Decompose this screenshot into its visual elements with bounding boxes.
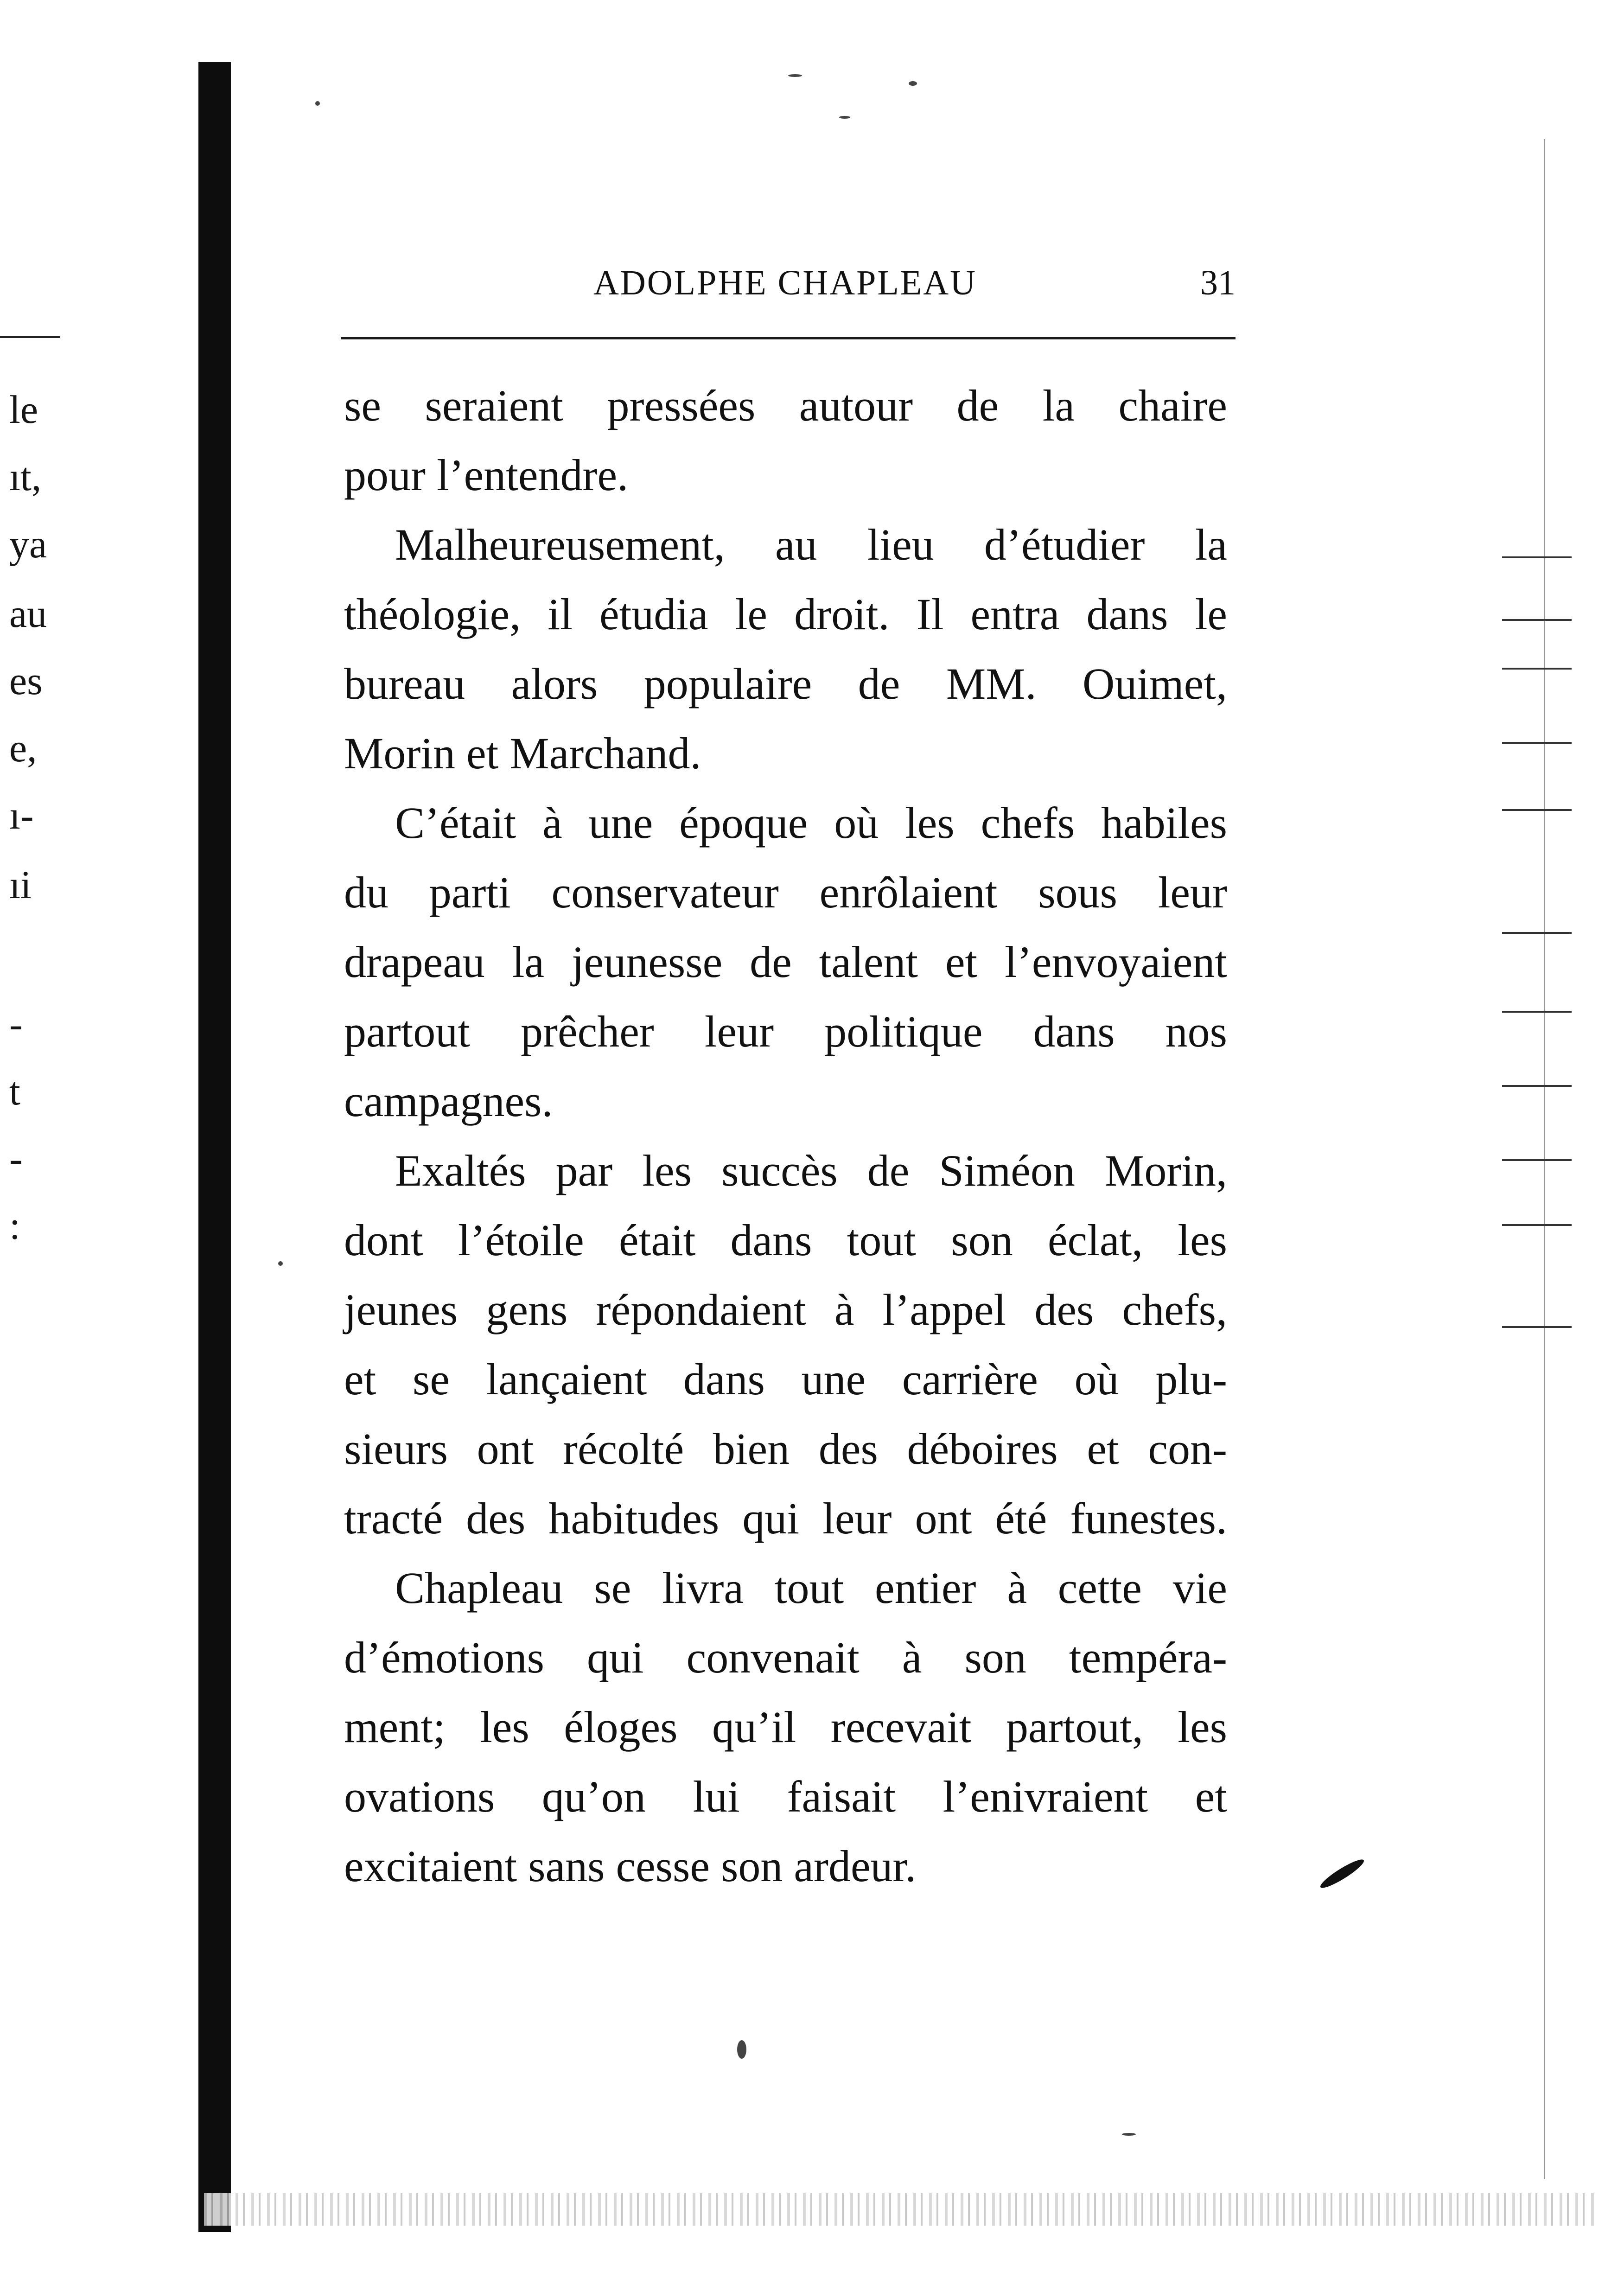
- text-line: bureau alors populaire de MM. Ouimet,: [344, 659, 1227, 708]
- text-line: drapeau la jeunesse de talent et l’envoyaient: [344, 937, 1227, 987]
- text-line: Malheureusement, au lieu d’étudier la: [395, 520, 1227, 569]
- scan-noise: [204, 2193, 1595, 2226]
- margin-mark: [1502, 619, 1572, 621]
- margin-mark: [1502, 742, 1572, 744]
- facing-page-fragment: -: [9, 1002, 23, 1046]
- margin-mark: [1502, 668, 1572, 670]
- facing-page-fragment: au: [9, 591, 47, 636]
- facing-page-fragment: ıt,: [9, 454, 42, 499]
- speck: [737, 2040, 746, 2059]
- facing-page-fragment: e,: [9, 726, 37, 770]
- text-line: partout prêcher leur politique dans nos: [344, 1007, 1227, 1056]
- margin-mark: [1502, 1224, 1572, 1226]
- header-rule: [341, 337, 1236, 339]
- text-line: excitaient sans cesse son ardeur.: [344, 1841, 917, 1891]
- facing-page-fragment: es: [9, 658, 43, 703]
- text-line: théologie, il étudia le droit. Il entra dans le: [344, 589, 1227, 639]
- facing-page-fragment: ı-: [9, 793, 34, 837]
- text-line: du parti conservateur enrôlaient sous leur: [344, 868, 1227, 917]
- speck: [909, 81, 917, 86]
- margin-mark: [1502, 556, 1572, 558]
- speck: [278, 1261, 283, 1266]
- text-line: ment; les éloges qu’il recevait partout, les: [344, 1702, 1227, 1752]
- margin-mark: [1502, 1326, 1572, 1328]
- facing-page-fragment: ıi: [9, 862, 32, 907]
- margin-mark: [1502, 1085, 1572, 1087]
- facing-page-fragment: :: [9, 1203, 20, 1248]
- text-line: tracté des habitudes qui leur ont été funestes.: [344, 1494, 1227, 1543]
- speck: [788, 74, 802, 77]
- margin-mark: [1502, 809, 1572, 811]
- facing-page-rule: [0, 336, 60, 338]
- speck: [315, 101, 320, 106]
- running-title: ADOLPHE CHAPLEAU: [593, 263, 977, 302]
- text-line: sieurs ont récolté bien des déboires et con-: [344, 1424, 1227, 1474]
- margin-mark: [1502, 932, 1572, 934]
- text-line: Morin et Marchand.: [344, 728, 701, 778]
- text-line: dont l’étoile était dans tout son éclat, les: [344, 1215, 1227, 1265]
- text-line: Chapleau se livra tout entier à cette vie: [395, 1563, 1227, 1613]
- facing-page-fragment: le: [9, 387, 38, 432]
- speck: [1122, 2133, 1136, 2136]
- speck: [839, 116, 850, 119]
- margin-mark: [1502, 1159, 1572, 1161]
- text-line: ovations qu’on lui faisait l’enivraient et: [344, 1772, 1227, 1821]
- text-line: pour l’entendre.: [344, 450, 629, 500]
- text-line: C’était à une époque où les chefs habiles: [395, 798, 1227, 848]
- text-line: d’émotions qui convenait à son tempéra-: [344, 1633, 1227, 1682]
- facing-page-fragment: -: [9, 1136, 23, 1181]
- margin-mark: [1502, 1011, 1572, 1013]
- facing-page-fragment: ya: [9, 522, 47, 566]
- facing-page-fragment: t: [9, 1069, 20, 1113]
- text-line: campagnes.: [344, 1076, 553, 1126]
- text-line: jeunes gens répondaient à l’appel des chefs,: [344, 1285, 1227, 1334]
- running-head: [341, 257, 1236, 308]
- text-line: et se lançaient dans une carrière où plu-: [344, 1354, 1227, 1404]
- book-spine-shadow: [198, 62, 231, 2232]
- pen-mark: [1318, 1856, 1367, 1892]
- text-line: se seraient pressées autour de la chaire: [344, 381, 1227, 430]
- body-text: [344, 371, 1227, 1901]
- text-line: Exaltés par les succès de Siméon Morin,: [395, 1146, 1227, 1195]
- page-number: 31: [1200, 263, 1236, 302]
